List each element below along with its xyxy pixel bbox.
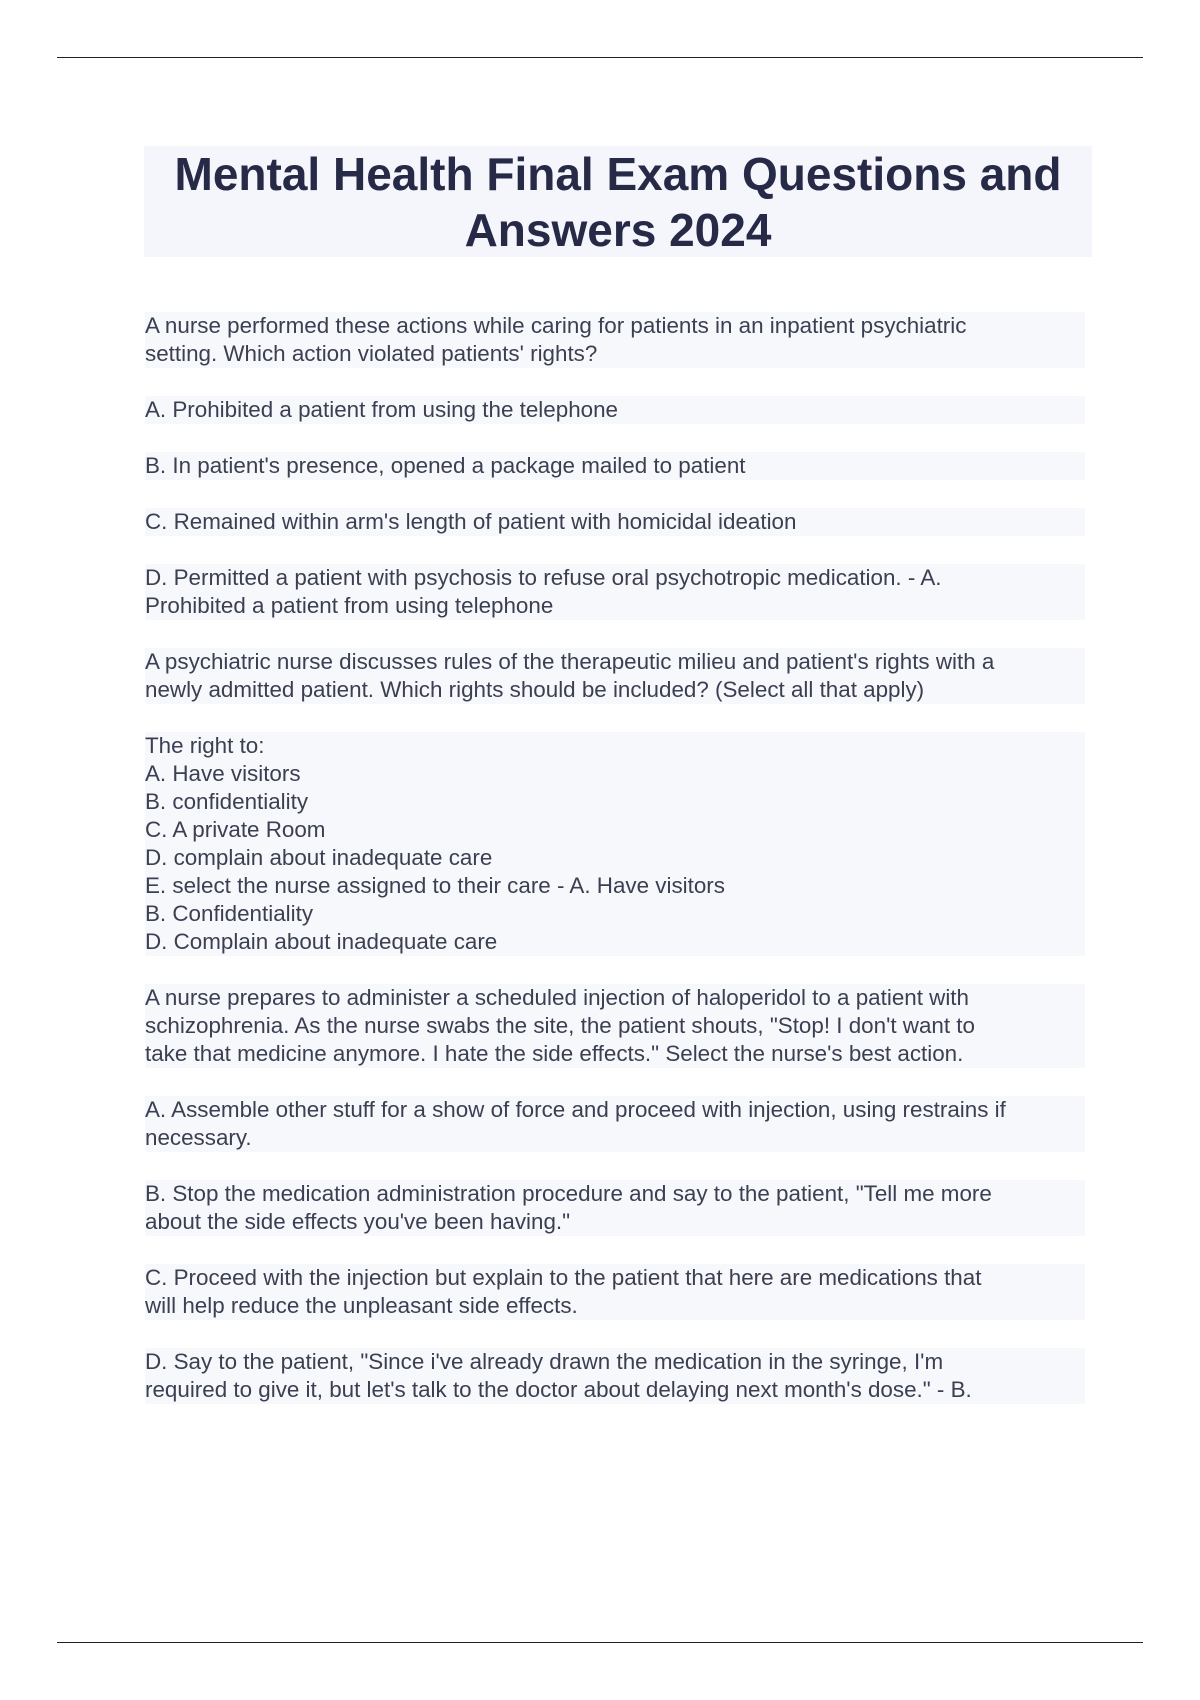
title-line-1: Mental Health Final Exam Questions and: [174, 148, 1062, 200]
q3-option-a: [145, 1096, 1085, 1152]
q3-option-b-line-2: about the side effects you've been having.": [145, 1209, 571, 1234]
q2-option-a: A. Have visitors: [145, 761, 301, 786]
page-title: [144, 146, 1092, 257]
q3-stem-line-1: A nurse prepares to administer a scheduled injection of haloperidol to a patient with: [145, 985, 969, 1010]
q1-stem-line-2: setting. Which action violated patients' rights?: [145, 341, 598, 366]
q3-option-c-line-1: C. Proceed with the injection but explain to the patient that here are medications that: [145, 1265, 982, 1290]
q3-option-a-line-1: A. Assemble other stuff for a show of force and proceed with injection, using restrains if: [145, 1097, 1006, 1122]
q1-option-d-line-2: Prohibited a patient from using telephone: [145, 593, 554, 618]
q3-option-a-line-2: necessary.: [145, 1125, 252, 1150]
q2-answer-b: B. Confidentiality: [145, 901, 314, 926]
q3-option-c: [145, 1264, 1085, 1320]
q3-option-c-line-2: will help reduce the unpleasant side effects.: [145, 1293, 578, 1318]
q3-option-b: [145, 1180, 1085, 1236]
q2-option-c: C. A private Room: [145, 817, 326, 842]
q1-option-a: [145, 396, 1085, 424]
document-body: [145, 312, 1085, 1404]
q2-stem-line-2: newly admitted patient. Which rights should be included? (Select all that apply): [145, 677, 925, 702]
q1-option-b: [145, 452, 1085, 480]
q2-stem-line-1: A psychiatric nurse discusses rules of the therapeutic milieu and patient's rights with a: [145, 649, 995, 674]
q1-stem: [145, 312, 1085, 368]
header-rule: [57, 57, 1143, 58]
q2-option-e: E. select the nurse assigned to their care - A. Have visitors: [145, 873, 725, 898]
q3-option-b-line-1: B. Stop the medication administration procedure and say to the patient, "Tell me more: [145, 1181, 992, 1206]
q1-option-c-text: C. Remained within arm's length of patient with homicidal ideation: [145, 509, 797, 534]
q2-option-d: D. complain about inadequate care: [145, 845, 493, 870]
q1-option-d-line-1: D. Permitted a patient with psychosis to refuse oral psychotropic medication. - A.: [145, 565, 942, 590]
q1-stem-line-1: A nurse performed these actions while caring for patients in an inpatient psychiatric: [145, 313, 967, 338]
q2-options-list: [145, 732, 1085, 956]
q1-option-c: [145, 508, 1085, 536]
q1-option-a-text: A. Prohibited a patient from using the telephone: [145, 397, 619, 422]
q3-stem-line-3: take that medicine anymore. I hate the side effects." Select the nurse's best action.: [145, 1041, 964, 1066]
q2-stem: [145, 648, 1085, 704]
q3-option-d: [145, 1348, 1085, 1404]
q3-stem-line-2: schizophrenia. As the nurse swabs the site, the patient shouts, "Stop! I don't want to: [145, 1013, 975, 1038]
title-line-2: Answers 2024: [464, 204, 772, 256]
q2-answer-d: D. Complain about inadequate care: [145, 929, 498, 954]
q1-option-d: [145, 564, 1085, 620]
q2-option-b: B. confidentiality: [145, 789, 309, 814]
q3-stem: [145, 984, 1085, 1068]
q1-option-b-text: B. In patient's presence, opened a package mailed to patient: [145, 453, 746, 478]
q2-lead: The right to:: [145, 733, 265, 758]
q3-option-d-line-2: required to give it, but let's talk to the doctor about delaying next month's dose." - B.: [145, 1377, 972, 1402]
footer-rule: [57, 1642, 1143, 1643]
q3-option-d-line-1: D. Say to the patient, "Since i've already drawn the medication in the syringe, I'm: [145, 1349, 944, 1374]
